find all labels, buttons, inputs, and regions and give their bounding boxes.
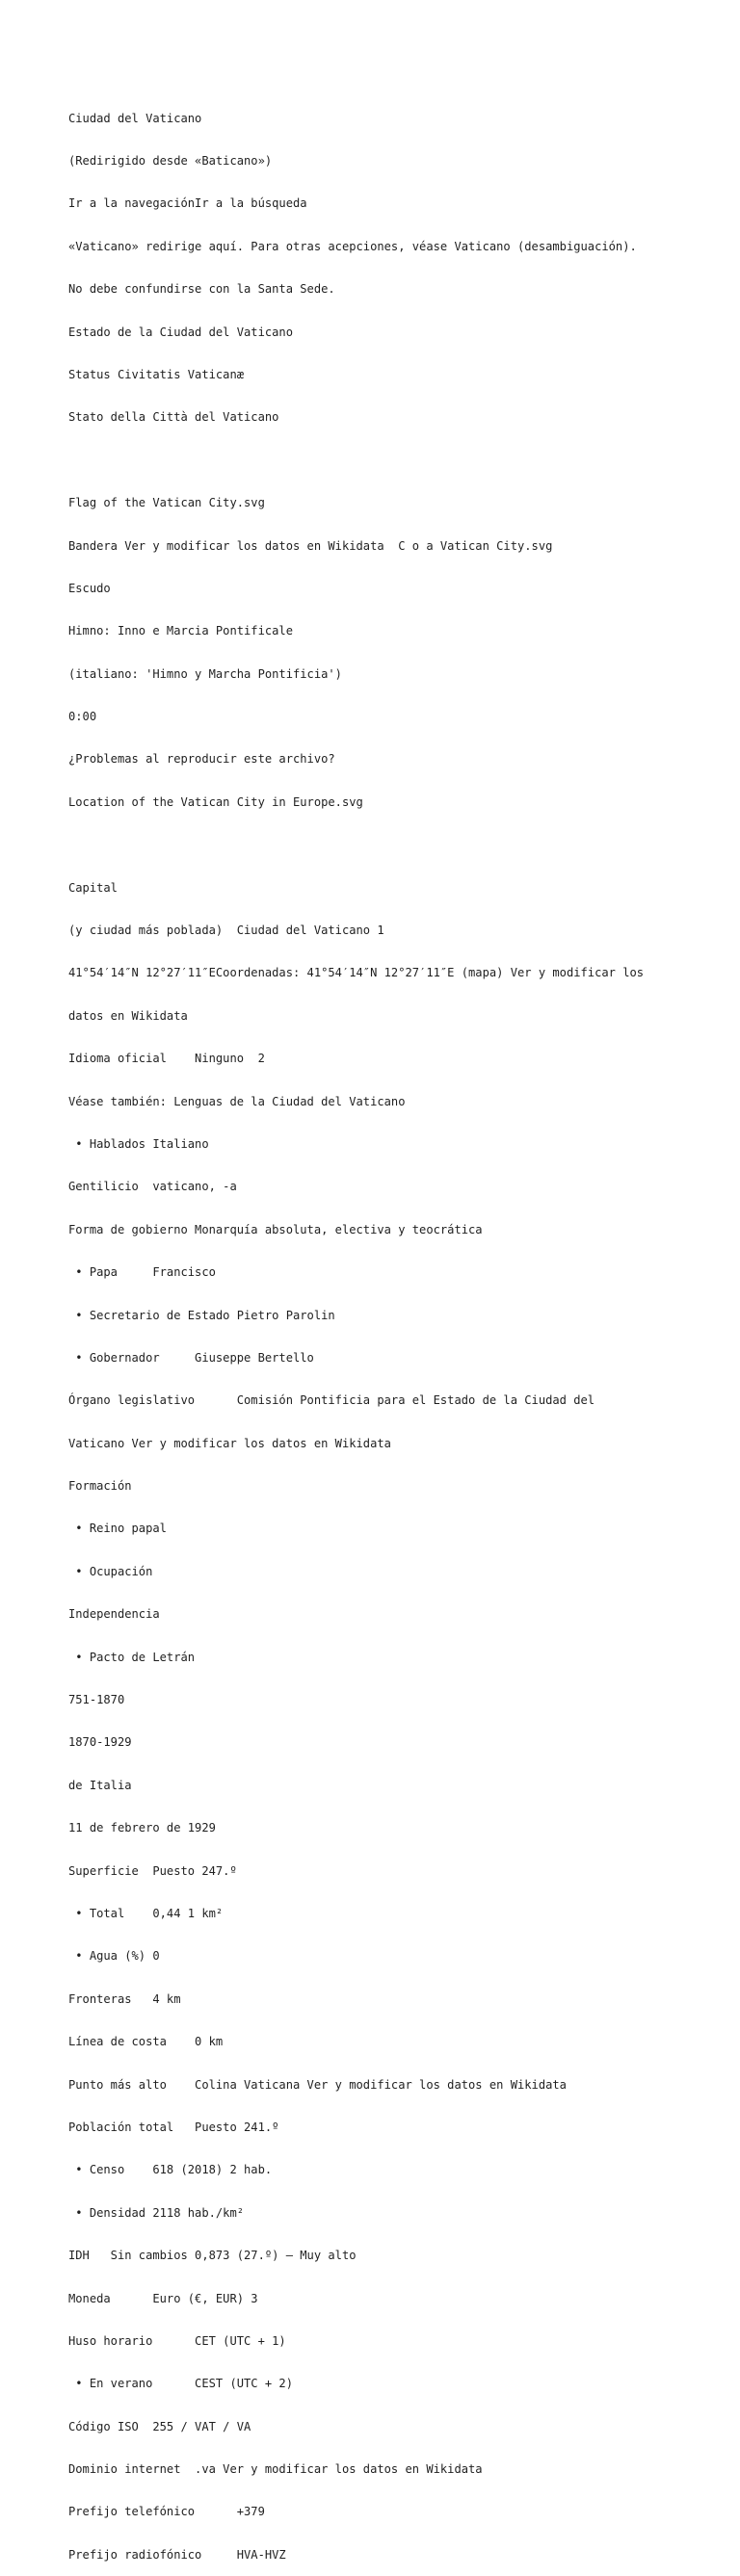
infobox-row-spoken: • Hablados Italiano — [68, 1136, 209, 1151]
infobox-row-currency: Moneda Euro (€, EUR) 3 — [68, 2291, 258, 2305]
audio-help-link[interactable]: ¿Problemas al reproducir este archivo? — [68, 752, 335, 767]
confusion-note: No debe confundirse con la Santa Sede. — [68, 282, 335, 297]
page-title: Ciudad del Vaticano — [68, 111, 202, 125]
official-name-es: Estado de la Ciudad del Vaticano — [68, 325, 293, 339]
anthem-title: Himno: Inno e Marcia Pontificale — [68, 624, 293, 638]
infobox-row-independence: Independencia — [68, 1607, 160, 1622]
location-map-alt: Location of the Vatican City in Europe.svg — [68, 794, 363, 809]
infobox-row-occupation: • Ocupación — [68, 1564, 153, 1578]
infobox-row-iso-code: Código ISO 255 / VAT / VA — [68, 2419, 251, 2433]
redirect-note: (Redirigido desde «Baticano») — [68, 153, 273, 168]
infobox-row-pope: • Papa Francisco — [68, 1265, 216, 1280]
audio-time: 0:00 — [68, 710, 97, 724]
infobox-row-coordinates-cont: datos en Wikidata — [68, 1008, 188, 1023]
flag-image-alt: Flag of the Vatican City.svg — [68, 496, 265, 510]
infobox-row-governor: • Gobernador Giuseppe Bertello — [68, 1350, 314, 1365]
infobox-row-secretary: • Secretario de Estado Pietro Parolin — [68, 1308, 335, 1322]
infobox-row-density: • Densidad 2118 hab./km² — [68, 2205, 245, 2220]
flag-caption: Bandera Ver y modificar los datos en Wikidata C o a Vatican City.svg — [68, 538, 553, 553]
infobox-row-demonym: Gentilicio vaticano, -a — [68, 1180, 237, 1194]
infobox-row-papal-states: • Reino papal — [68, 1522, 167, 1536]
infobox-row-formation: Formación — [68, 1479, 132, 1494]
infobox-row-capital-value: (y ciudad más poblada) Ciudad del Vaticano 1 — [68, 924, 384, 938]
official-name-la: Status Civitatis Vaticanæ — [68, 367, 245, 381]
anthem-translation: (italiano: 'Himno y Marcha Pontificia') — [68, 666, 342, 681]
infobox-row-lateran-pact: • Pacto de Letrán — [68, 1650, 196, 1664]
infobox-row-summer-time: • En verano CEST (UTC + 2) — [68, 2377, 293, 2391]
infobox-row-period-1: 751-1870 — [68, 1693, 125, 1707]
infobox-row-see-also: Véase también: Lenguas de la Ciudad del Vaticano — [68, 1094, 406, 1108]
coat-of-arms-caption: Escudo — [68, 581, 111, 595]
infobox-row-coordinates: 41°54′14″N 12°27′11″ECoordenadas: 41°54′14″N 12°27′11″E (mapa) Ver y modificar los — [68, 966, 645, 980]
infobox-row-legislature-cont: Vaticano Ver y modificar los datos en Wikidata — [68, 1436, 391, 1450]
document-body — [68, 83, 685, 2576]
infobox-row-from-italy: de Italia — [68, 1778, 132, 1792]
infobox-row-census: • Censo 618 (2018) 2 hab. — [68, 2163, 273, 2177]
infobox-row-coastline: Línea de costa 0 km — [68, 2035, 224, 2049]
infobox-row-water: • Agua (%) 0 — [68, 1949, 160, 1964]
infobox-row-independence-date: 11 de febrero de 1929 — [68, 1821, 216, 1835]
skip-links[interactable]: Ir a la navegaciónIr a la búsqueda — [68, 196, 307, 211]
infobox-row-hdi: IDH Sin cambios 0,873 (27.º) – Muy alto — [68, 2249, 357, 2263]
infobox-row-government: Forma de gobierno Monarquía absoluta, electiva y teocrática — [68, 1222, 483, 1236]
infobox-row-area-total: • Total 0,44 1 km² — [68, 1907, 224, 1920]
blank-line — [68, 838, 685, 852]
infobox-row-language: Idioma oficial Ninguno 2 — [68, 1052, 265, 1066]
disambiguation-note: «Vaticano» redirige aquí. Para otras acepciones, véase Vaticano (desambiguación). — [68, 239, 637, 253]
infobox-row-area: Superficie Puesto 247.º — [68, 1863, 237, 1878]
infobox-row-highest-point: Punto más alto Colina Vaticana Ver y modificar los datos en Wikidata — [68, 2077, 567, 2092]
official-name-it: Stato della Città del Vaticano — [68, 410, 279, 425]
infobox-row-legislature: Órgano legislativo Comisión Pontificia para el Estado de la Ciudad del — [68, 1393, 595, 1408]
blank-line — [68, 454, 685, 468]
infobox-row-population: Población total Puesto 241.º — [68, 2120, 279, 2134]
infobox-row-phone-prefix: Prefijo telefónico +379 — [68, 2505, 265, 2519]
infobox-row-period-2: 1870-1929 — [68, 1735, 132, 1750]
infobox-row-timezone: Huso horario CET (UTC + 1) — [68, 2333, 286, 2348]
infobox-row-radio-prefix: Prefijo radiofónico HVA-HVZ — [68, 2547, 286, 2562]
infobox-row-internet-domain: Dominio internet .va Ver y modificar los datos en Wikidata — [68, 2462, 483, 2477]
infobox-row-borders: Fronteras 4 km — [68, 1991, 181, 2006]
infobox-row-capital: Capital — [68, 880, 118, 895]
